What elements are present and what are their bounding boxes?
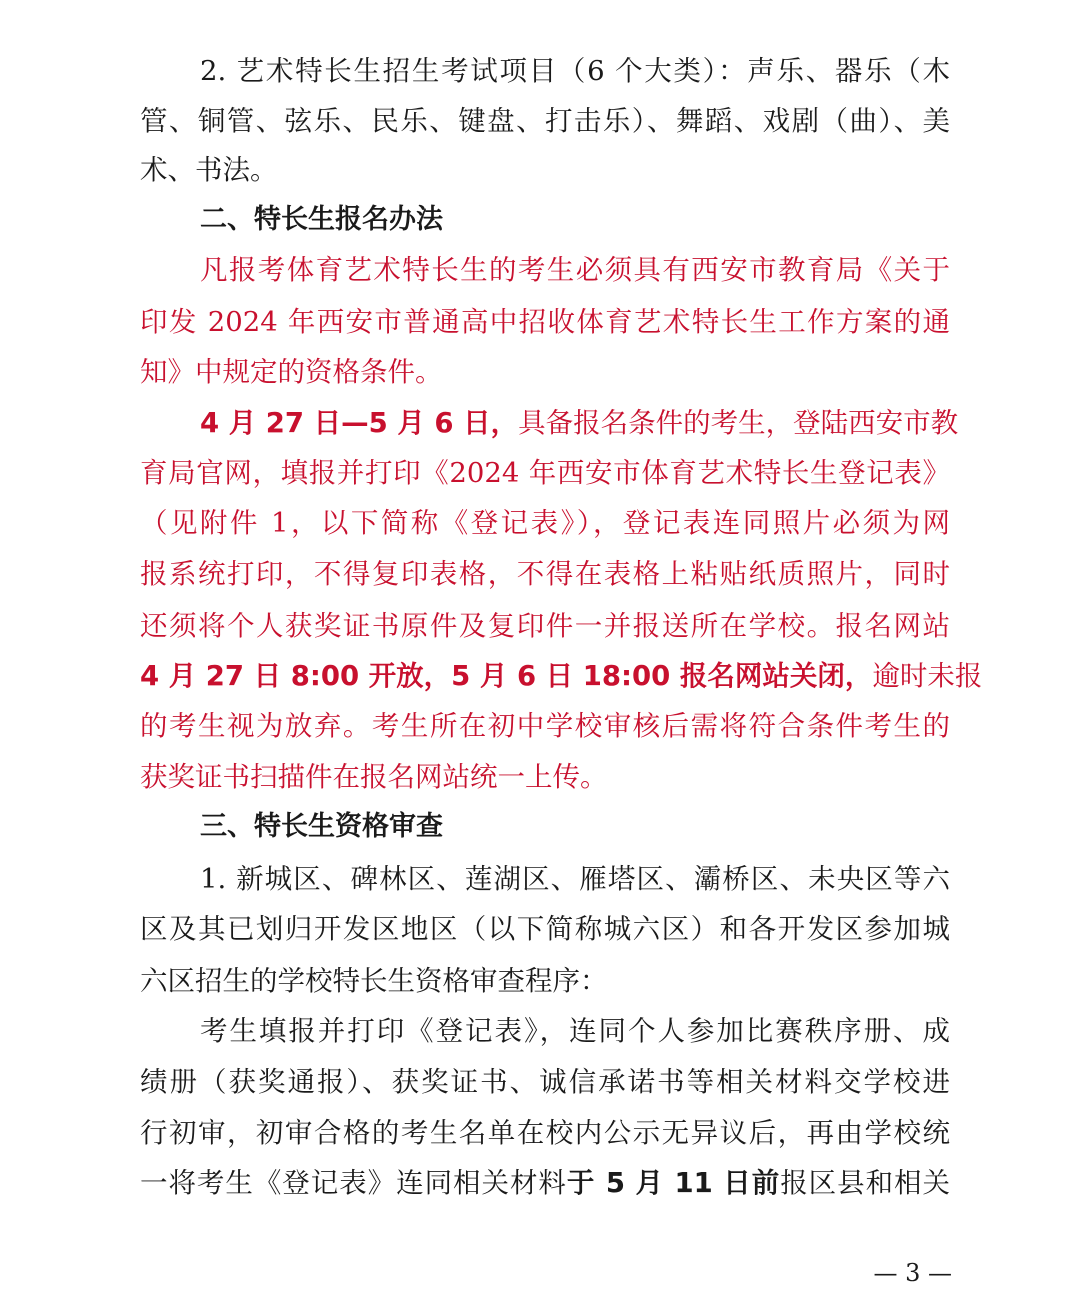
paragraph-line: 获奖证书扫描件在报名网站统一上传。 <box>140 761 608 793</box>
page-number: — 3 — <box>873 1259 952 1287</box>
paragraph-line: 2. 艺术特长生招生考试项目（6 个大类）：声乐、器乐（木 <box>200 55 950 87</box>
section-heading: 二、特长生报名办法 <box>200 204 443 235</box>
paragraph-line <box>140 1157 950 1209</box>
paragraph-line <box>200 397 959 449</box>
paragraph-text: 具备报名条件的考生，登陆西安市教 <box>518 407 959 439</box>
paragraph-line: 六区招生的学校特长生资格审查程序： <box>140 965 608 997</box>
website-time-emphasis: 4 月 27 日 8:00 开放，5 月 6 日 18:00 报名网站关闭， <box>140 660 873 692</box>
paragraph-text: 报区县和相关 <box>780 1167 951 1199</box>
paragraph-line: 印发 2024 年西安市普通高中招收体育艺术特长生工作方案的通 <box>140 306 950 338</box>
paragraph-line: 1. 新城区、碑林区、莲湖区、雁塔区、灞桥区、未央区等六 <box>200 863 950 895</box>
section-heading: 三、特长生资格审查 <box>200 811 443 842</box>
paragraph-line: 区及其已划归开发区地区（以下简称城六区）和各开发区参加城 <box>140 913 950 945</box>
paragraph-line: 的考生视为放弃。考生所在初中学校审核后需将符合条件考生的 <box>140 710 950 742</box>
paragraph-line: 还须将个人获奖证书原件及复印件一并报送所在学校。报名网站 <box>140 610 950 642</box>
paragraph-line: 绩册（获奖通报）、获奖证书、诚信承诺书等相关材料交学校进 <box>140 1066 950 1098</box>
paragraph-line: 行初审，初审合格的考生名单在校内公示无异议后，再由学校统 <box>140 1117 950 1149</box>
paragraph-line: 考生填报并打印《登记表》，连同个人参加比赛秩序册、成 <box>200 1015 950 1047</box>
paragraph-line: 凡报考体育艺术特长生的考生必须具有西安市教育局《关于 <box>200 254 950 286</box>
paragraph-line: 知》中规定的资格条件。 <box>140 356 443 388</box>
paragraph-text: 逾时未报 <box>872 660 983 692</box>
paragraph-line: 育局官网，填报并打印《2024 年西安市体育艺术特长生登记表》 <box>140 457 950 489</box>
paragraph-line: 报系统打印，不得复印表格，不得在表格上粘贴纸质照片，同时 <box>140 558 950 590</box>
paragraph-text: 一将考生《登记表》连同相关材料 <box>140 1167 567 1199</box>
paragraph-line <box>140 650 983 702</box>
paragraph-line: 术、书法。 <box>140 154 278 186</box>
date-range-emphasis: 4 月 27 日—5 月 6 日， <box>200 407 519 439</box>
deadline-emphasis: 于 5 月 11 日前 <box>566 1167 781 1199</box>
paragraph-line: （见附件 1，以下简称《登记表》），登记表连同照片必须为网 <box>140 507 950 539</box>
paragraph-line: 管、铜管、弦乐、民乐、键盘、打击乐）、舞蹈、戏剧（曲）、美 <box>140 105 950 137</box>
